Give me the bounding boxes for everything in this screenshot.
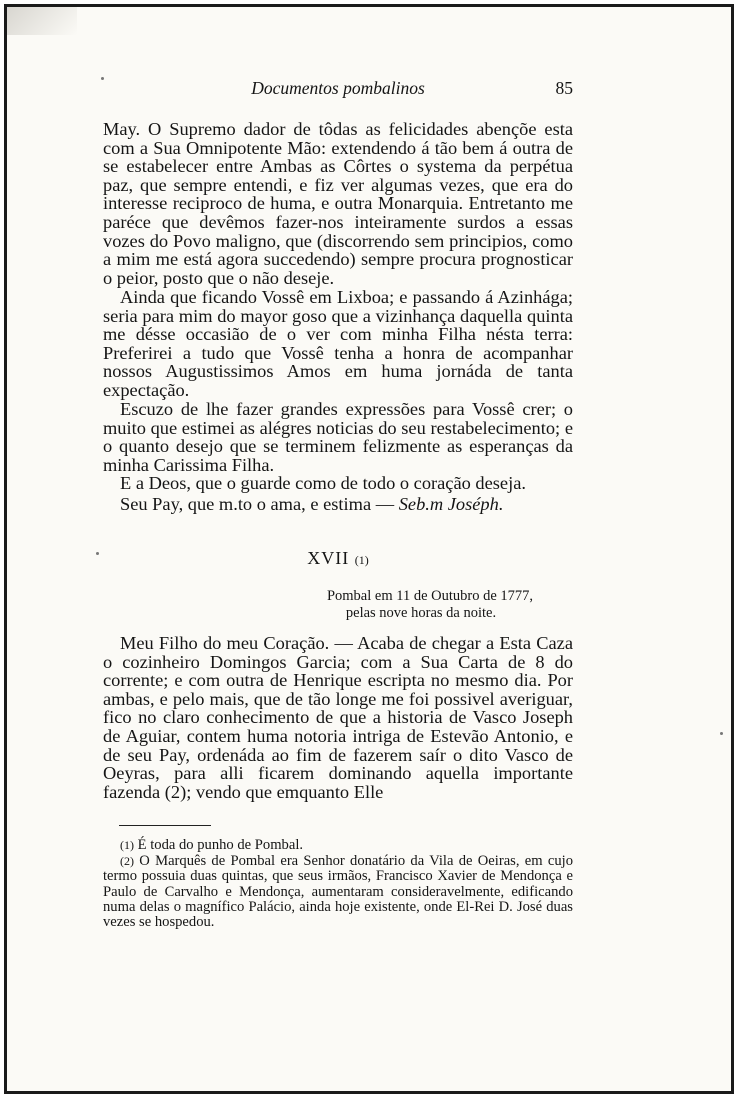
page-header [103,78,573,102]
page-number: 85 [555,78,573,98]
scan-speck [101,77,104,80]
footnote-1-text: É toda do punho de Pombal. [137,837,304,853]
footnote-2-mark: (2) [120,854,134,868]
footnote-rule [119,825,211,826]
running-title: Documentos pombalinos [251,78,425,98]
signature: Seb.m Joséph. [398,494,504,514]
footnote-2-text: O Marquês de Pombal era Senhor donatário da Vila de Oeiras, em cujo termo possuia duas quintas, que seus irmãos, Francisco Xavier de Mendonça e Paulo de Carvalho e Mendonça, aumentaram consideravelmente, edificando numa delas o magnífico Palácio, ainda hoje existente, onde El-Rei D. José duas vezes se hospedou. [103,853,573,931]
paragraph-deos: E a Deos, que o guarde como de todo o coração deseja. [120,473,526,493]
letter-note-ref: (1) [354,553,369,567]
paragraph-may: May. O Supremo dador de tôdas as felicidades abençõe esta com a Sua Omnipotente Mão: extendendo á tão bem á outra de se estabelecer entre Ambas as Côrtes o systema da perpétua paz, que sempre entendi, e fiz ver algumas vezes, que era do interesse reciproco de huma, e outra Monarquia. Entretanto me paréce que devêmos fazer-nos inteiramente surdos a essas vozes do Povo maligno, que (discorrendo sem principios, como a mim me está agora succedendo) sempre procura prognosticar o peior, posto que o não deseje. [103,119,573,288]
dateline [280,588,580,621]
paragraph-meu-filho: Meu Filho do meu Coração. — Acaba de chegar a Esta Caza o cozinheiro Domingos Garcia; com a Sua Carta de 8 do corrente; e com outra de Henrique escripta no mesmo dia. Por ambas, e pelo mais, que de tão longe me foi possivel averiguar, fico no claro conhecimento de que a historia de Vasco Joseph de Aguiar, contem huma notoria intriga de Estevão Antonio, e de seu Pay, ordenáda ao fim de fazerem saír o dito Vasco de Oeyras, para alli ficarem dominando aquella importante fazenda (2); vendo que emquanto Elle [103,633,573,802]
dateline-place-date: Pombal em 11 de Outubro de 1777, [326,588,534,604]
dateline-time: pelas nove horas da noite. [345,604,497,621]
footnote-2 [103,854,573,930]
scan-shadow [7,7,77,35]
paragraph-escuzo: Escuzo de lhe fazer grandes expressões para Vossê crer; o muito que estimei as alégres noticias do seu restabelecimento; e o quanto desejo que se terminem felizmente as esperanças da minha Carissima Filha. [103,399,573,475]
footnote-1 [103,838,573,853]
signoff-text: Seu Pay, que m.to o ama, e estima — [120,494,395,514]
scan-speck [96,552,99,555]
signoff-line [120,495,580,514]
paragraph-ainda: Ainda que ficando Vossê em Lixboa; e passando á Azinhága; seria para mim do mayor goso que a vizinhança daquella quinta me désse occasião de o ver com minha Filha nésta terra: Preferirei a tudo que Vossê tenha a honra de acompanhar nossos Augustissimos Amos em huma jornáda de tanta expectação. [103,287,573,400]
scan-speck [720,732,723,735]
footnote-1-mark: (1) [120,838,134,852]
letter-number: XVII [307,548,350,568]
letter-heading [103,548,573,569]
